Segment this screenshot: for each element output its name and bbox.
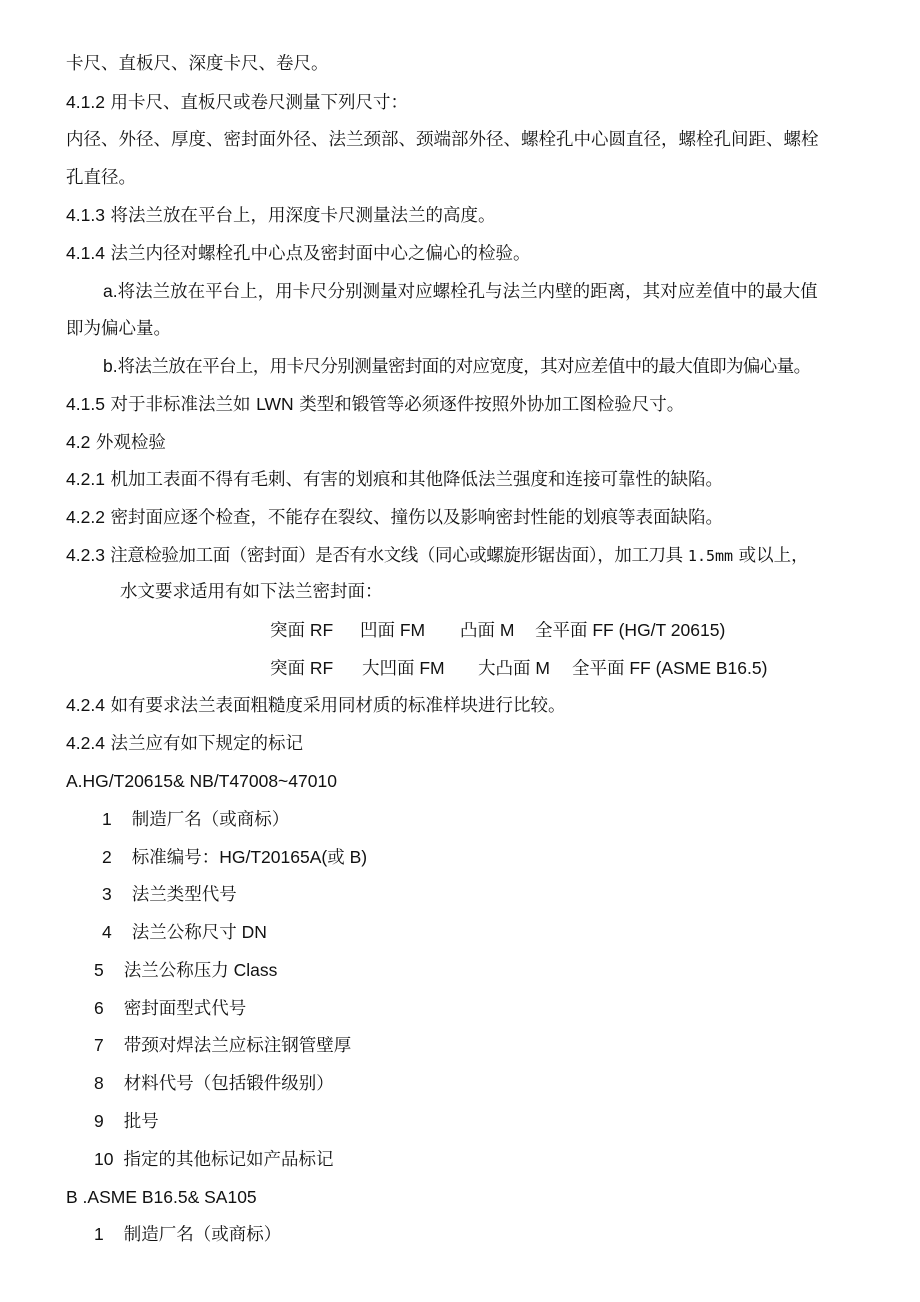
sealing-face-row (270, 656, 333, 681)
section-number: 4.2.3 (66, 545, 105, 565)
list-number: 2 (102, 847, 112, 867)
section-heading (66, 731, 303, 756)
section-number: 4.2.4 (66, 733, 105, 753)
face-name: 凹面 (360, 621, 395, 641)
paragraph-text: 孔直径。 (66, 168, 136, 188)
list-number: 10 (94, 1149, 114, 1169)
section-heading (66, 430, 166, 455)
list-item (102, 920, 267, 945)
sealing-face-row (360, 618, 425, 643)
section-heading (66, 505, 723, 530)
section-number: 4.2.4 (66, 695, 105, 715)
list-text: Class (228, 960, 278, 980)
text-line (66, 52, 329, 76)
section-text: 注意检验加工面（密封面）是否有水文线（同心或螺旋形锯齿面），加工刀具 (104, 546, 688, 566)
face-name: 大凹面 (362, 659, 415, 679)
list-number: 6 (94, 998, 104, 1018)
sub-item (103, 354, 811, 379)
standard-heading: B .ASME B16.5& SA105 (66, 1187, 257, 1207)
list-number: 4 (102, 922, 112, 942)
section-heading (66, 90, 408, 115)
section-text: 如有要求法兰表面粗糙度采用同材质的标准样块进行比较。 (104, 696, 566, 716)
section-heading (66, 392, 684, 417)
paragraph-text: 即为偏心量。 (66, 319, 171, 339)
section-number: 4.2.1 (66, 469, 105, 489)
section-heading (66, 241, 531, 266)
section-heading (66, 543, 809, 568)
list-item (94, 1109, 159, 1134)
list-text: 法兰公称尺寸 (131, 923, 237, 943)
list-text: 制造厂名（或商标） (123, 1225, 282, 1245)
face-code: RF (305, 620, 334, 640)
list-text: B) (344, 847, 368, 867)
face-name: 全平面 (535, 621, 588, 641)
face-code: FF (ASME B16.5) (624, 658, 768, 678)
section-number: 4.2.2 (66, 507, 105, 527)
list-number: 1 (94, 1224, 104, 1244)
section-number: 4.1.5 (66, 394, 105, 414)
sub-item-text: 将法兰放在平台上，用卡尺分别测量密封面的对应宽度，其对应差值中的最大值即为偏心量。 (117, 357, 811, 377)
list-item (94, 958, 277, 983)
section-text: 将法兰放在平台上，用深度卡尺测量法兰的高度。 (104, 206, 496, 226)
text-line (66, 128, 819, 152)
section-text: 用卡尺、直板尺或卷尺测量下列尺寸： (104, 93, 408, 113)
sealing-face-row (362, 656, 445, 681)
list-text: 批号 (123, 1112, 159, 1132)
face-code: FM (395, 620, 426, 640)
paragraph-text: 内径、外径、厚度、密封面外径、法兰颈部、颈端部外径、螺栓孔中心圆直径，螺栓孔间距、螺栓 (66, 130, 819, 150)
face-code: M (495, 620, 515, 640)
list-text: 法兰公称压力 (123, 961, 229, 981)
list-text: 指定的其他标记如产品标记 (123, 1150, 334, 1170)
face-name: 全平面 (572, 659, 625, 679)
tool-size: 1.5mm (687, 547, 734, 565)
list-text: 法兰类型代号 (131, 885, 237, 905)
text-line (66, 166, 136, 190)
subsection-heading (66, 769, 337, 793)
list-number: 7 (94, 1035, 104, 1055)
section-text: 或以上， (733, 546, 809, 566)
section-heading (66, 467, 723, 492)
list-text: 材料代号（包括锻件级别） (123, 1074, 334, 1094)
face-name: 大凸面 (478, 659, 531, 679)
face-code: FM (414, 658, 445, 678)
section-text: 机加工表面不得有毛刺、有害的划痕和其他降低法兰强度和连接可靠性的缺陷。 (104, 470, 723, 490)
list-text: 标准编号： (131, 848, 220, 868)
list-text: HG/T20165A( (219, 847, 328, 867)
list-text: 带颈对焊法兰应标注钢管壁厚 (123, 1036, 352, 1056)
section-text: 外观检验 (90, 433, 166, 453)
section-number: 4.1.4 (66, 243, 105, 263)
paragraph-text: 卡尺、直板尺、深度卡尺、卷尺。 (66, 54, 329, 74)
list-number: 8 (94, 1073, 104, 1093)
section-heading (66, 693, 566, 718)
paragraph-text: 水文要求适用有如下法兰密封面： (120, 582, 383, 602)
list-item (94, 996, 246, 1021)
list-number: 3 (102, 884, 112, 904)
section-number: 4.1.2 (66, 92, 105, 112)
standard-heading: A.HG/T20615& NB/T47008~47010 (66, 771, 337, 791)
list-item (102, 882, 237, 907)
list-item (102, 807, 289, 832)
section-text: 对于非标准法兰如 (104, 395, 257, 415)
sub-item-marker: b. (103, 356, 118, 376)
section-text: 密封面应逐个检查，不能存在裂纹、撞伤以及影响密封性能的划痕等表面缺陷。 (104, 508, 723, 528)
sealing-face-row (270, 618, 333, 643)
sealing-face-row (572, 656, 767, 681)
sealing-face-row (478, 656, 550, 681)
list-item (94, 1071, 334, 1096)
list-number: 5 (94, 960, 104, 980)
sealing-face-row (460, 618, 514, 643)
list-text: 或 (327, 848, 345, 868)
section-number: 4.1.3 (66, 205, 105, 225)
section-number: 4.2 (66, 432, 91, 452)
section-text: 法兰应有如下规定的标记 (104, 734, 303, 754)
list-item (94, 1033, 351, 1058)
sub-item-text: 将法兰放在平台上，用卡尺分别测量对应螺栓孔与法兰内壁的距离，其对应差值中的最大值 (117, 282, 818, 302)
list-text: 密封面型式代号 (123, 999, 247, 1019)
section-text: 类型和锻管等必须逐件按照外协加工图检验尺寸。 (293, 395, 685, 415)
list-number: 9 (94, 1111, 104, 1131)
face-code: M (530, 658, 550, 678)
flange-type-code: LWN (256, 394, 294, 414)
face-name: 突面 (270, 659, 305, 679)
list-number: 1 (102, 809, 112, 829)
text-line (66, 317, 171, 341)
section-text: 法兰内径对螺栓孔中心点及密封面中心之偏心的检验。 (104, 244, 531, 264)
face-name: 突面 (270, 621, 305, 641)
face-name: 凸面 (460, 621, 495, 641)
sub-item-marker: a. (103, 281, 118, 301)
list-item (94, 1147, 333, 1172)
list-text: DN (236, 922, 267, 942)
sealing-face-row (535, 618, 725, 643)
subsection-heading (66, 1185, 257, 1209)
list-item (94, 1222, 281, 1247)
sub-item (103, 279, 818, 304)
section-heading (66, 203, 496, 228)
face-code: FF (HG/T 20615) (587, 620, 726, 640)
list-text: 制造厂名（或商标） (131, 810, 290, 830)
face-code: RF (305, 658, 334, 678)
list-item (102, 845, 367, 870)
text-line (120, 580, 383, 604)
